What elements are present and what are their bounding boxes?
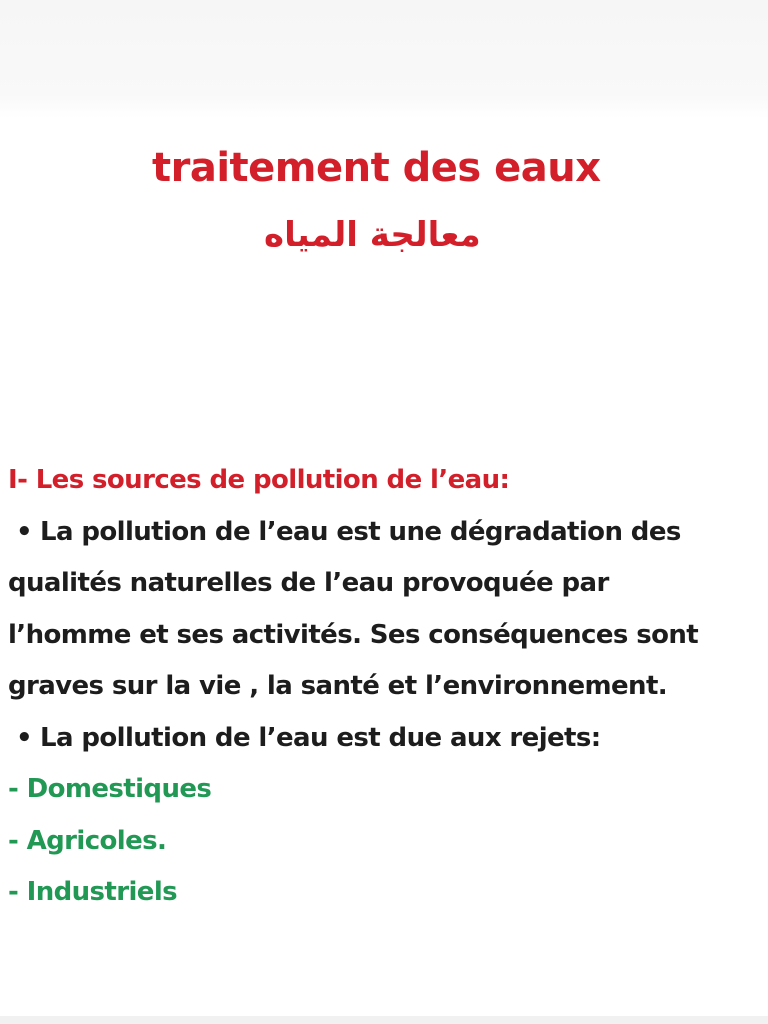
document-title: traitement des eaux [152,145,601,191]
section-heading: I- Les sources de pollution de l’eau: [8,465,510,495]
paragraph-line: graves sur la vie , la santé et l’environnement. [8,671,668,701]
paragraph-line: qualités naturelles de l’eau provoquée par [8,568,609,598]
list-item: - Agricoles. [8,825,167,856]
list-item: - Domestiques [8,774,212,804]
bullet-line [8,713,760,765]
bullet-line-text: La pollution de l’eau est due aux rejets: [40,722,601,753]
document-title-arabic: معالجة المياه [264,215,481,255]
bullet-icon: • [15,516,33,547]
document-content [8,455,760,919]
bullet-icon: • [15,722,33,753]
paragraph-line [8,507,760,559]
paragraph-line: l’homme et ses activités. Ses conséquences sont [8,619,699,650]
list-item: - Industriels [8,877,178,907]
paragraph-line-text: La pollution de l’eau est une dégradation des [40,516,681,547]
